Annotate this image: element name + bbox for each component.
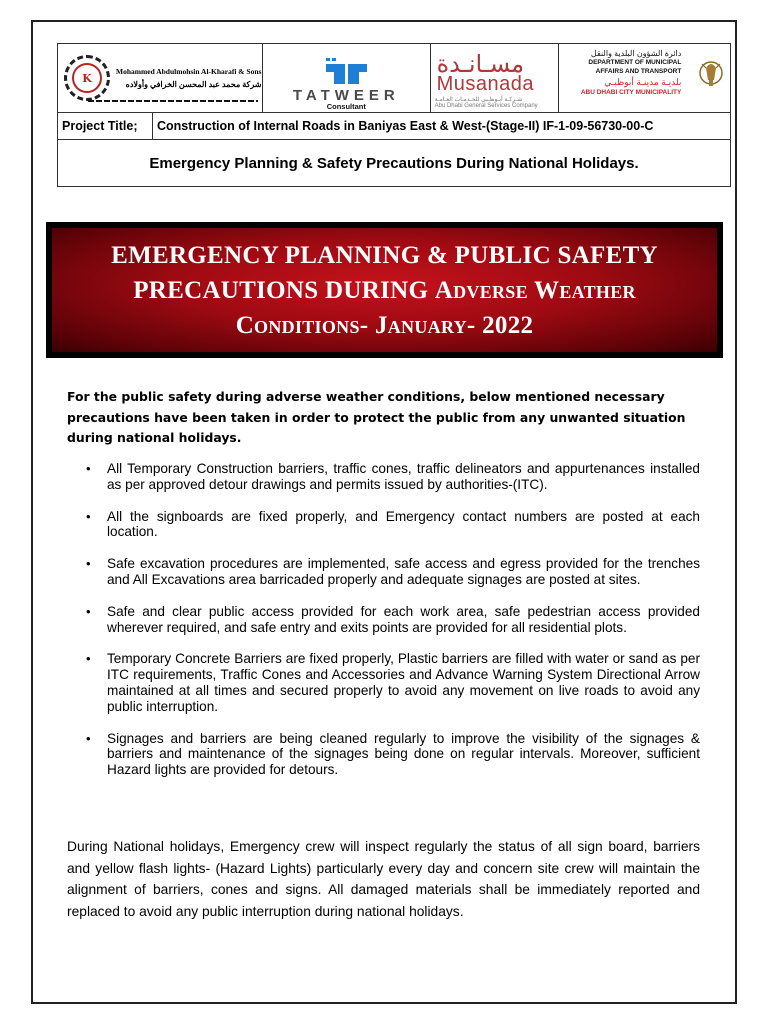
- banner-line-3: Conditions- January- 2022: [235, 311, 534, 339]
- dmat-name-en-2: AFFAIRS AND TRANSPORT: [595, 68, 682, 75]
- musanada-subtitle-en: Abu Dhabi General Services Company: [434, 103, 538, 109]
- project-title-row: [58, 113, 731, 140]
- bullet-icon: •: [86, 603, 91, 619]
- tatweer-logo-icon: [324, 56, 370, 84]
- banner-line-2: PRECAUTIONS DURING Adverse Weather: [133, 276, 636, 304]
- municipality-name-en: ABU DHABI CITY MUNICIPALITY: [580, 89, 682, 96]
- municipality-logo: [559, 44, 731, 113]
- bullet-icon: •: [86, 556, 91, 572]
- precautions-list: [68, 461, 700, 794]
- bullet-icon: •: [86, 508, 91, 524]
- document-header: [57, 43, 731, 187]
- list-item: • Temporary Concrete Barriers are fixed properly, Plastic barriers are filled with water or sand as per ITC requirements, Traffic Cones and Accessories and Advance Warning System Directional Arrow maintained at all times and secured properly to avoid any movement on live roads to avoid any public interruption.: [86, 651, 700, 714]
- musanada-name-en: Musanada: [436, 73, 535, 95]
- musanada-name-ar: مسـانـدة: [436, 50, 525, 78]
- municipality-name-ar: بلديـة مدينـة أبوظبـي: [604, 77, 682, 87]
- list-item: • Signages and barriers are being cleaned regularly to improve the visibility of the signages & barriers and maintenance of the signages being done on regular intervals. Moreover, sufficient Hazard lights are provided for detours.: [86, 730, 700, 778]
- title-banner: [46, 222, 723, 358]
- dmat-name-en-1: DEPARTMENT OF MUNICIPAL: [588, 59, 682, 66]
- kharafi-logo: [58, 44, 263, 113]
- project-title-label: Project Title;: [58, 113, 153, 140]
- bullet-icon: •: [86, 730, 91, 746]
- abu-dhabi-emblem-icon: [698, 56, 724, 90]
- list-item: • Safe and clear public access provided for each work area, safe pedestrian access provided wherever required, and safe entry and exits points are provided for all residential plots.: [86, 603, 700, 635]
- document-heading-row: [58, 140, 731, 187]
- kharafi-name-en: Mohammed Abdulmohsin Al-Kharafi & Sons: [116, 67, 262, 76]
- kharafi-logo-icon: K: [64, 55, 110, 101]
- musanada-subtitle-ar: شـركـة أبـوظـبي للخـدمـات العـامـة: [434, 97, 523, 103]
- list-item: • All Temporary Construction barriers, traffic cones, traffic delineators and appurtenances installed as per approved detour drawings and permits issued by authorities-(ITC).: [86, 461, 700, 492]
- bullet-icon: •: [86, 651, 91, 667]
- logo-row: [58, 44, 731, 113]
- dmat-name-ar: دائرة الشؤون البلدية والنقل: [590, 49, 682, 58]
- closing-paragraph: During National holidays, Emergency crew will inspect regularly the status of all sign board, barriers and yellow flash lights- (Hazard Lights) particularly every day and concern site crew will maintain the alignment of barriers, cones and signs. All damaged materials shall be immediately reported and replaced to avoid any public interruption during national holidays.: [67, 839, 700, 919]
- tatweer-subtitle: Consultant: [326, 102, 366, 111]
- list-item: • All the signboards are fixed properly, and Emergency contact numbers are posted at each location.: [86, 508, 700, 540]
- tatweer-wordmark: TATWEER: [292, 87, 400, 104]
- list-item: • Safe excavation procedures are implemented, safe access and egress provided for the trenches and All Excavations area barricaded properly and adequate signages are posted at sites.: [86, 556, 700, 587]
- intro-paragraph: For the public safety during adverse weather conditions, below mentioned necessary precautions have been taken in order to protect the public from any unwanted situation during national holidays.: [67, 389, 686, 445]
- project-title-value: Construction of Internal Roads in Baniyas East & West-(Stage-II) IF-1-09-56730-00-C: [152, 113, 730, 140]
- banner-line-1: EMERGENCY PLANNING & PUBLIC SAFETY: [111, 241, 658, 269]
- musanada-logo: [430, 44, 559, 113]
- document-heading: Emergency Planning & Safety Precautions During National Holidays.: [58, 140, 731, 187]
- tatweer-logo: [262, 44, 430, 113]
- kharafi-name-ar: شركة محمد عبد المحسن الخرافي وأولاده: [125, 80, 262, 89]
- bullet-icon: •: [86, 461, 91, 476]
